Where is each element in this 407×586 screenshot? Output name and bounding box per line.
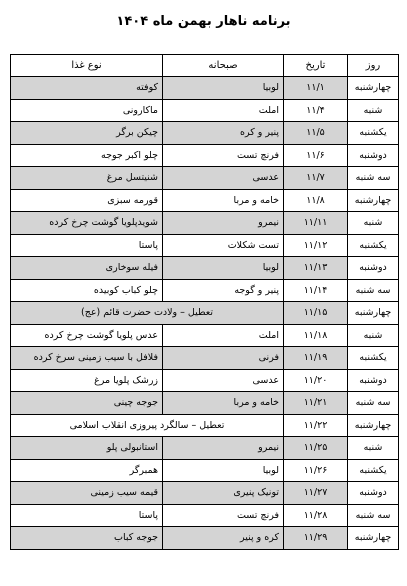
table-row xyxy=(11,77,399,100)
breakfast-cell: فرنی xyxy=(163,347,284,370)
lunch-cell: قورمه سبزی xyxy=(11,189,163,212)
header-date: تاریخ xyxy=(284,55,348,77)
day-cell: چهارشنبه xyxy=(348,414,399,437)
lunch-cell: فلافل با سیب زمینی سرخ کرده xyxy=(11,347,163,370)
day-cell: شنبه xyxy=(348,437,399,460)
lunch-cell: زرشک پلویا مرغ xyxy=(11,369,163,392)
lunch-cell: شویدپلویا گوشت چرخ کرده xyxy=(11,212,163,235)
table-row xyxy=(11,144,399,167)
breakfast-cell: پنیر و گوجه xyxy=(163,279,284,302)
day-cell: دوشنبه xyxy=(348,257,399,280)
date-cell: ۱۱/۱۴ xyxy=(284,279,348,302)
lunch-cell: شنیتسل مرغ xyxy=(11,167,163,190)
date-cell: ۱۱/۱۱ xyxy=(284,212,348,235)
date-cell: ۱۱/۷ xyxy=(284,167,348,190)
breakfast-cell: تست شکلات xyxy=(163,234,284,257)
breakfast-cell: فرنچ تست xyxy=(163,144,284,167)
day-cell: سه شنبه xyxy=(348,279,399,302)
date-cell: ۱۱/۱۲ xyxy=(284,234,348,257)
breakfast-cell: املت xyxy=(163,324,284,347)
day-cell: دوشنبه xyxy=(348,144,399,167)
table-row xyxy=(11,122,399,145)
date-cell: ۱۱/۲۵ xyxy=(284,437,348,460)
date-cell: ۱۱/۲۲ xyxy=(284,414,348,437)
date-cell: ۱۱/۲۰ xyxy=(284,369,348,392)
breakfast-cell: پنیر و کره xyxy=(163,122,284,145)
breakfast-cell: تونیک پنیری xyxy=(163,482,284,505)
day-cell: چهارشنبه xyxy=(348,527,399,550)
date-cell: ۱۱/۲۶ xyxy=(284,459,348,482)
lunch-cell: پاستا xyxy=(11,504,163,527)
table-row xyxy=(11,459,399,482)
breakfast-cell: نیمرو xyxy=(163,437,284,460)
holiday-cell: تعطیل – سالگرد پیروزی انقلاب اسلامی xyxy=(11,414,284,437)
holiday-cell: تعطیل – ولادت حضرت قائم (عج) xyxy=(11,302,284,325)
table-row xyxy=(11,414,399,437)
table-row xyxy=(11,437,399,460)
table-header-row xyxy=(11,55,399,77)
breakfast-cell: لوبیا xyxy=(163,257,284,280)
day-cell: چهارشنبه xyxy=(348,189,399,212)
table-row xyxy=(11,234,399,257)
lunch-cell: جوجه چینی xyxy=(11,392,163,415)
day-cell: شنبه xyxy=(348,212,399,235)
date-cell: ۱۱/۲۷ xyxy=(284,482,348,505)
breakfast-cell: کره و پنیر xyxy=(163,527,284,550)
lunch-cell: پاستا xyxy=(11,234,163,257)
breakfast-cell: لوبیا xyxy=(163,459,284,482)
header-breakfast: صبحانه xyxy=(163,55,284,77)
breakfast-cell: خامه و مربا xyxy=(163,392,284,415)
date-cell: ۱۱/۸ xyxy=(284,189,348,212)
day-cell: شنبه xyxy=(348,324,399,347)
lunch-cell: چلو اکبر جوجه xyxy=(11,144,163,167)
table-row xyxy=(11,189,399,212)
lunch-cell: استانبولی پلو xyxy=(11,437,163,460)
header-day: روز xyxy=(348,55,399,77)
lunch-cell: همبرگر xyxy=(11,459,163,482)
page-title: برنامه ناهار بهمن ماه ۱۴۰۴ xyxy=(116,14,291,29)
day-cell: شنبه xyxy=(348,99,399,122)
day-cell: یکشنبه xyxy=(348,234,399,257)
lunch-cell: عدس پلویا گوشت چرخ کرده xyxy=(11,324,163,347)
lunch-cell: فیله سوخاری xyxy=(11,257,163,280)
date-cell: ۱۱/۲۹ xyxy=(284,527,348,550)
lunch-cell: قیمه سیب زمینی xyxy=(11,482,163,505)
table-row xyxy=(11,167,399,190)
breakfast-cell: املت xyxy=(163,99,284,122)
header-lunch: نوع غذا xyxy=(11,55,163,77)
lunch-cell: کوفته xyxy=(11,77,163,100)
breakfast-cell: فرنچ تست xyxy=(163,504,284,527)
table-row xyxy=(11,482,399,505)
date-cell: ۱۱/۱ xyxy=(284,77,348,100)
table-row xyxy=(11,369,399,392)
table-row xyxy=(11,257,399,280)
table-row xyxy=(11,392,399,415)
date-cell: ۱۱/۱۸ xyxy=(284,324,348,347)
day-cell: چهارشنبه xyxy=(348,77,399,100)
date-cell: ۱۱/۲۱ xyxy=(284,392,348,415)
table-row xyxy=(11,347,399,370)
day-cell: یکشنبه xyxy=(348,347,399,370)
day-cell: دوشنبه xyxy=(348,482,399,505)
day-cell: سه شنبه xyxy=(348,392,399,415)
breakfast-cell: عدسی xyxy=(163,167,284,190)
table-row xyxy=(11,212,399,235)
table-row xyxy=(11,324,399,347)
date-cell: ۱۱/۱۵ xyxy=(284,302,348,325)
breakfast-cell: نیمرو xyxy=(163,212,284,235)
lunch-cell: چیکن برگر xyxy=(11,122,163,145)
date-cell: ۱۱/۲۸ xyxy=(284,504,348,527)
breakfast-cell: خامه و مربا xyxy=(163,189,284,212)
date-cell: ۱۱/۴ xyxy=(284,99,348,122)
lunch-cell: چلو کباب کوبیده xyxy=(11,279,163,302)
date-cell: ۱۱/۵ xyxy=(284,122,348,145)
table-row xyxy=(11,302,399,325)
lunch-cell: ماکارونی xyxy=(11,99,163,122)
table-row xyxy=(11,99,399,122)
day-cell: سه شنبه xyxy=(348,504,399,527)
breakfast-cell: لوبیا xyxy=(163,77,284,100)
day-cell: دوشنبه xyxy=(348,369,399,392)
table-row xyxy=(11,279,399,302)
day-cell: یکشنبه xyxy=(348,459,399,482)
lunch-cell: جوجه کباب xyxy=(11,527,163,550)
day-cell: سه شنبه xyxy=(348,167,399,190)
day-cell: چهارشنبه xyxy=(348,302,399,325)
date-cell: ۱۱/۱۳ xyxy=(284,257,348,280)
lunch-schedule-table xyxy=(10,54,399,550)
table-row xyxy=(11,527,399,550)
date-cell: ۱۱/۶ xyxy=(284,144,348,167)
date-cell: ۱۱/۱۹ xyxy=(284,347,348,370)
day-cell: یکشنبه xyxy=(348,122,399,145)
table-row xyxy=(11,504,399,527)
breakfast-cell: عدسی xyxy=(163,369,284,392)
